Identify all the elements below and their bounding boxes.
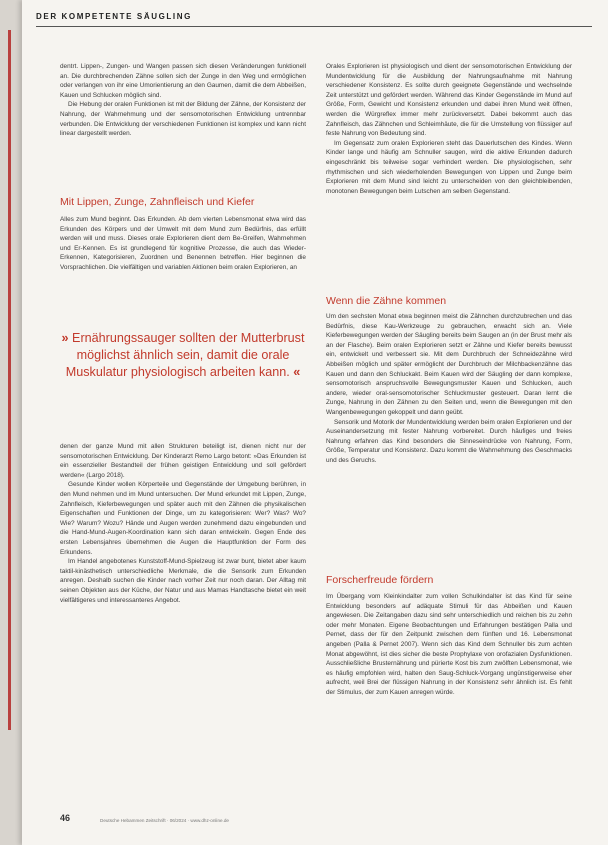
quote-close-mark: « (293, 365, 301, 379)
section-heading-teeth: Wenn die Zähne kommen (326, 295, 447, 307)
paragraph: Im Handel angebotenes Kunststoff-Mund-Spielzeug ist zwar bunt, bietet aber kaum taktil-kinästhetisch unterschiedliche Merkmale, die die Sensorik zum Erkunden anregen. Deshalb suchen die Kinder nach vorher Zeit nur noch daran. Der Alltag mit seinen Objekten aus der Küche, der Natur und aus Mamas Handtasche bietet ein weit vielfältigeres und interessanteres Angebot. (60, 558, 306, 604)
section-heading-lips: Mit Lippen, Zunge, Zahnfleisch und Kiefer (60, 196, 255, 208)
pull-quote (60, 330, 306, 381)
paragraph: dentrt. Lippen-, Zungen- und Wangen passen sich diesen Veränderungen funktionell an. Die durchbrechenden Zähne sollen sich der Zunge in den Weg und ermöglichen oder verlangen von ihr eine Umorientierung an den Gaumen, damit die dem Abbeißen, Kauen und Schlucken möglich sind. (60, 63, 306, 99)
paragraph: Die Hebung der oralen Funktionen ist mit der Bildung der Zähne, der Konsistenz der Nahrung, der Wahrnehmung und der sensomotorischen Entwicklung untrennbar verbunden. Die Entwicklung der verschiedenen Funktionen ist komplex und kann nicht linear dargestellt werden. (60, 101, 307, 138)
column-right-bottom (326, 592, 572, 698)
section-heading-curiosity: Forscherfreude fördern (326, 574, 434, 586)
page-binding-edge (0, 0, 22, 845)
column-right-top (326, 62, 572, 196)
page-number: 46 (60, 813, 71, 823)
paragraph: denen der ganze Mund mit allen Strukturen beteiligt ist, dienen nicht nur der sensomotorischen Entwicklung. Der Kinderarzt Remo Largo betont: »Das Erkunden ist ein essenzieller Bestandteil der frühen geistigen Entwicklung und soll gefördert werden« (Largo 2018). (60, 443, 306, 479)
paragraph: Um den sechsten Monat etwa beginnen meist die Zähnchen durchzubrechen und das Bedürfnis, diese Kau-Werkzeuge zu gebrauchen, erwacht sich an. Viele Kieferbewegungen werden der Säugling bereits beim Saugen an (in der Brust mehr als an der Flasche). Beim oralen Explorieren setzt er Zähne und Kiefer bereits bewusst ein, entwickelt und verbessert sie. Mit dem Durchbruch der Schneidezähne wird Abbeißen möglich und später ermöglicht der Durchbruch der Milchbackenzähne das Kauen und dann den Schluckakt. Beim Kauen wird der Säugling der dann komplexe, sensomotorisch anspruchsvolle Bewegungsmuster Kauen und Schlucken, auch andere, wieder oral-sensomotorischer Schluckmuster gesteuert. Daran lernt die Zunge, Nahrung in den Zähnen zu den Seiten und, wenn die Bewegungen mit den Wangenbewegungen gekoppelt und dann geübt. (326, 313, 572, 416)
column-left-top (60, 62, 306, 139)
column-left-bottom (60, 442, 306, 605)
paragraph: Gesunde Kinder wollen Körperteile und Gegenstände der Umgebung berühren, in den Mund nehmen und im Mund untersuchen. Der Mund erkundet mit Lippen, Zunge, Zahnfleisch, Kieferbewegungen und später auch mit den Zähnen die physikalischen Eigenschaften und Funktionen der Dinge, um zu kategorisieren: Wer? Was? Wo? Wie? Warum? Wozu? Hände und Augen werden zunehmend dazu eingebunden und die Hand-Mund-Augen-Koordination kann sich daran entwickeln. Gegen Ende des ersten Lebensjahres übernehmen die Augen die Hauptfunktion der Form des Erkundens. (60, 481, 306, 556)
paragraph: Sensorik und Motorik der Mundentwicklung werden beim oralen Explorieren und der Auseinandersetzung mit fester Nahrung vorbereitet. Durch häufiges und freies Nahrung erfahren das Kind besonders die Sinneseindrücke von Nahrung, Form, Größe, Temperatur und Konsistenz. Dazu kommt die Wahrnehmung des Geschmacks und des Geruchs. (326, 418, 572, 464)
footer-note: Deutsche Hebammen Zeitschrift · 06/2024 · www.dhz-online.de (100, 818, 229, 823)
running-header: DER KOMPETENTE SÄUGLING (36, 12, 192, 21)
header-rule (36, 26, 592, 27)
red-edge-stripe (8, 30, 11, 730)
column-left-mid (60, 215, 306, 273)
paragraph: Orales Explorieren ist physiologisch und dient der sensomotorischen Entwicklung der Mundentwicklung für die Ausbildung der Nahrungsaufnahme mit Nahrung verschiedener Konsistenz. Es sollte durch geeignete Gegenstände und wechselnde Zeit unterstützt und gefördert werden. Während das Kinder Gegenstände im Mund auf Größe, Form, Gewicht und Konsistenz erkunden und dabei ihren Mund weit öffnen, werden die Würgreflex immer mehr zurückversetzt. Dabei bekommt auch das Zahnfleisch, das Zähnchen und Schleimhäute, die für die Umstellung von flüssiger auf feste Nahrung von Bedeutung sind. (326, 63, 572, 138)
paragraph: Alles zum Mund beginnt. Das Erkunden. Ab dem vierten Lebensmonat etwa wird das Erkunden des Körpers und der Umwelt mit dem Mund zum Bedürfnis, das erfüllt werden will und muss. Dieses orale Explorieren dient dem Be-Greifen, Wahrnehmen und Er-Kennen. Es ist grundlegend für kognitive Prozesse, die auch das Wieder-Erkennen, Kategorisieren, Zuordnen und Benennen betreffen. Hier beginnen die Vorsprachlichen. Die vielfältigen und variablen Aktionen beim oralen Explorieren, an (60, 216, 306, 271)
paragraph: Im Gegensatz zum oralen Explorieren steht das Dauerlutschen des Kindes. Wenn Kinder lange und häufig am Schnuller saugen, wird die aktive Erkunden dadurch eingeschränkt bis teilweise sogar verhindert werden. Die physiologischen, sehr rhythmischen und sich wiederholenden Bewegungen von Lippen und Zunge beim Explorieren mit dem Mund sind leicht zu unterscheiden von den gleichbleibenden, monotonen Bewegungen beim Lutschen am selben Gegenstand. (326, 139, 572, 195)
pull-quote-text: Ernährungssauger sollten der Mutterbrust möglichst ähnlich sein, damit die orale Muskulatur physiologisch arbeiten kann. (65, 331, 305, 379)
paragraph: Im Übergang vom Kleinkindalter zum vollen Schulkindalter ist das Kind für seine Entwicklung besonders auf adäquate Stimuli für das Abbeißen und Kauen angewiesen. Die Zeitangaben dazu sind sehr unterschiedlich und reichen bis zu zehn oder mehr Monaten. Eigene Beobachtungen und Erfahrungen bestätigen Palla und Pernet, dass der für den Zeitpunkt zwischen dem fünften und 16. Lebensmonat angeben (Palla & Pernet 2007). Wenn sich das Kind dem Schnuller bis zum achten Monat abgewöhnt, ist dies sicher die beste Prophylaxe von orofazialen Dysfunktionen. Ausschließliche Brusternährung und pürierte Kost bis zum zwölften Lebensmonat, wie es häufig empfohlen wird, halten den Saug-Schluck-Vorgang ungünstigerweise eher aufrecht, weil Brei der flüssigen Nahrung in der Konsistenz sehr ähnlich ist. Es fehlt der Stimulus, der zum Kauen anregen würde. (326, 593, 572, 696)
quote-open-mark: » (61, 331, 69, 345)
column-right-mid (326, 312, 572, 466)
